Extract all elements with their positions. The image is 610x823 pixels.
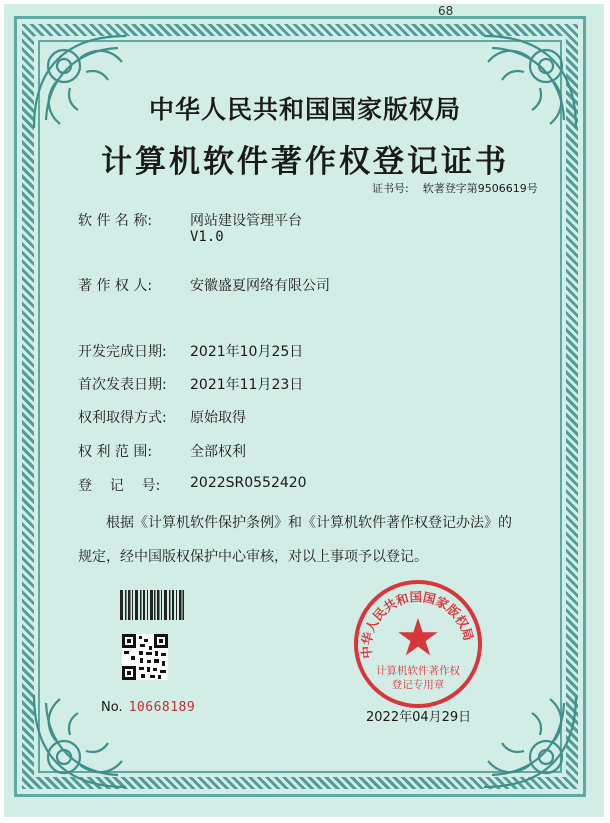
field-value: 2021年10月25日 bbox=[190, 344, 304, 360]
field-label: 首次发表日期: bbox=[78, 377, 167, 393]
certificate-number bbox=[372, 180, 538, 196]
field-label: 软 件 名 称: bbox=[78, 213, 153, 229]
field-label: 著 作 权 人: bbox=[78, 278, 153, 294]
star-icon bbox=[398, 618, 437, 655]
seal-inner-line-2: 登记专用章 bbox=[391, 679, 445, 691]
field-value: 2022SR0552420 bbox=[190, 475, 307, 491]
corner-ornament bbox=[474, 685, 584, 795]
issue-date: 2022年04月29日 bbox=[366, 710, 472, 725]
official-seal bbox=[352, 578, 484, 710]
field-value: 原始取得 bbox=[190, 410, 246, 426]
seal-outer-text: 中华人民共和国国家版权局 bbox=[358, 589, 477, 660]
field-version: V1.0 bbox=[190, 229, 224, 245]
field-value: 安徽盛夏网络有限公司 bbox=[190, 278, 330, 294]
field-label: 权 利 范 围: bbox=[78, 444, 153, 460]
qr-code-image bbox=[122, 634, 168, 680]
certificate-number-label: 证书号: bbox=[372, 182, 409, 195]
statement-line-1: 根据《计算机软件保护条例》和《计算机软件著作权登记办法》的 bbox=[106, 515, 512, 531]
issuer-title: 中华人民共和国国家版权局 bbox=[148, 95, 461, 124]
field-value: 网站建设管理平台 bbox=[190, 213, 302, 229]
certificate-title: 计算机软件著作权登记证书 bbox=[101, 144, 509, 180]
field-value: 全部权利 bbox=[190, 444, 246, 460]
field-label: 开发完成日期: bbox=[78, 344, 167, 360]
statement-paragraph bbox=[78, 506, 538, 574]
field-label: 登 记 号: bbox=[78, 478, 161, 494]
serial-label: No. bbox=[101, 700, 123, 715]
serial-value: 10668189 bbox=[128, 700, 196, 715]
field-label: 权利取得方式: bbox=[78, 410, 167, 426]
handwritten-note: 68 bbox=[438, 4, 454, 18]
serial-number bbox=[101, 700, 195, 715]
statement-line-2: 规定，经中国版权保护中心审核，对以上事项予以登记。 bbox=[78, 549, 428, 565]
field-value: 2021年11月23日 bbox=[190, 377, 304, 393]
seal-inner-line-1: 计算机软件著作权 bbox=[376, 665, 460, 677]
certificate-number-value: 软著登字第9506619号 bbox=[422, 182, 538, 195]
barcode-image bbox=[120, 590, 184, 620]
